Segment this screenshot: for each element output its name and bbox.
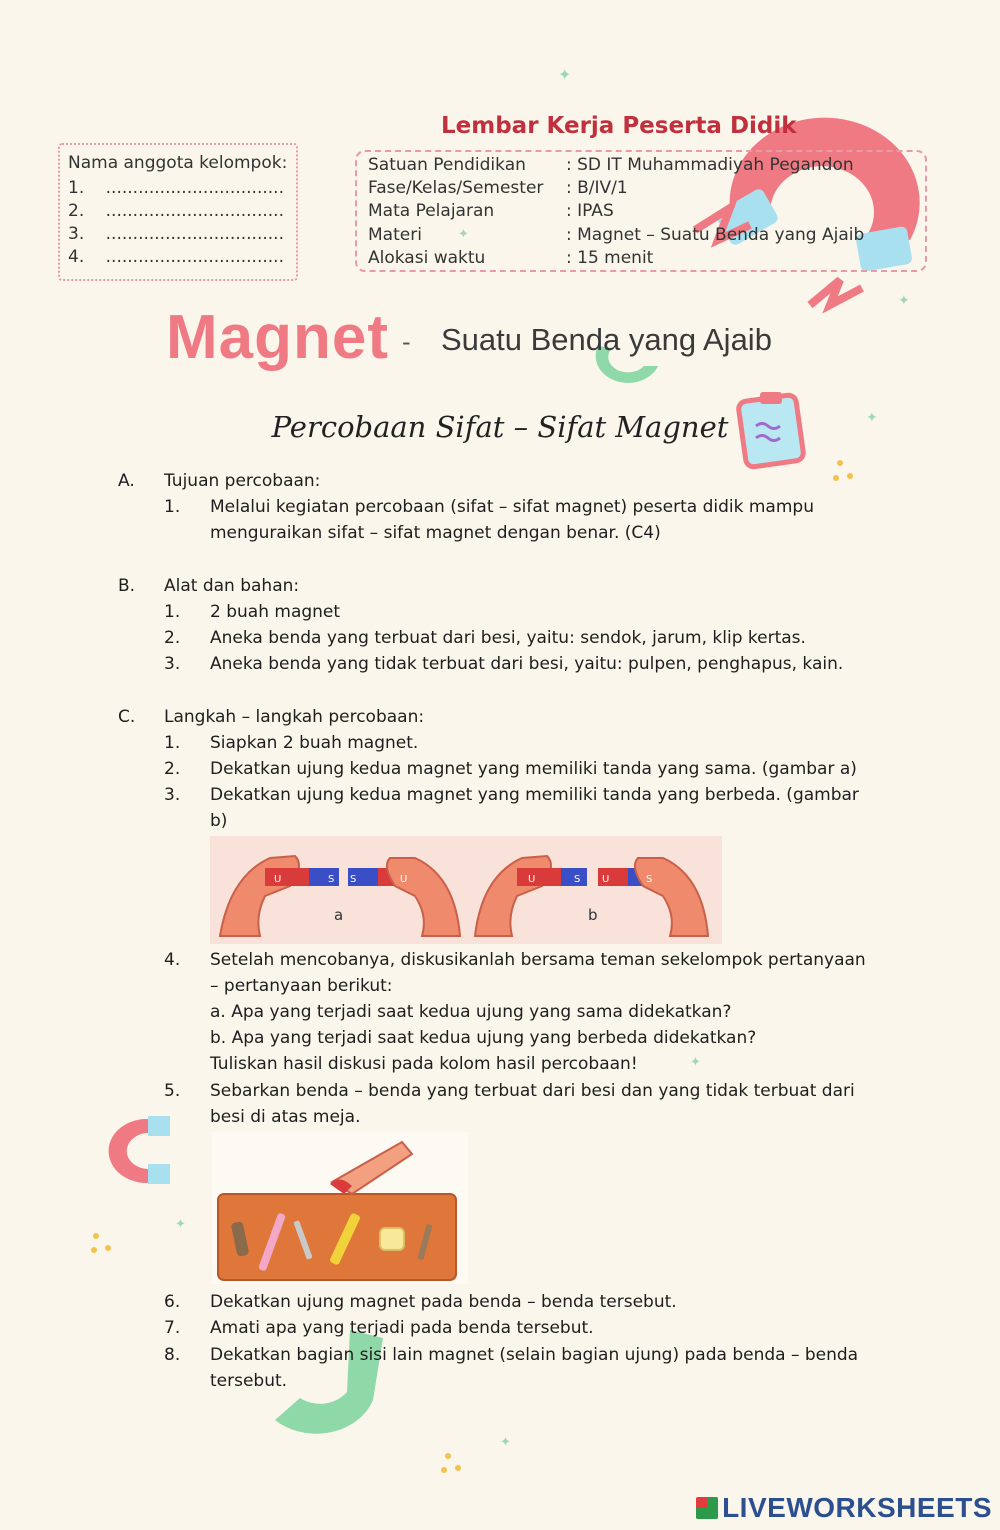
- figure-label-b: b: [588, 906, 598, 924]
- b-item-2-text: Aneka benda yang terbuat dari besi, yaitu: sendok, jarum, klip kertas.: [210, 628, 806, 648]
- svg-text:✦: ✦: [866, 410, 878, 426]
- section-a-heading: Tujuan percobaan:: [164, 471, 321, 491]
- c-item-7-num: 7.: [164, 1318, 181, 1338]
- a-item-1-line-1: Melalui kegiatan percobaan (sifat – sifat magnet) peserta didik mampu: [210, 497, 814, 517]
- section-title: Percobaan Sifat – Sifat Magnet: [271, 410, 729, 444]
- info-label-alokasi: Alokasi waktu: [368, 248, 486, 268]
- pole-label-u-3: U: [528, 874, 536, 885]
- b-item-1-text: 2 buah magnet: [210, 602, 341, 622]
- svg-text:✦: ✦: [690, 1055, 701, 1070]
- c-item-1-num: 1.: [164, 733, 181, 753]
- c-item-4-question-b: b. Apa yang terjadi saat kedua ujung yang berbeda didekatkan?: [210, 1028, 757, 1048]
- liveworksheets-logo[interactable]: [696, 1492, 992, 1524]
- pole-label-u-2: U: [400, 874, 408, 885]
- b-item-1-num: 1.: [164, 602, 181, 622]
- svg-text:✦: ✦: [558, 65, 572, 84]
- c-item-5-num: 5.: [164, 1081, 181, 1101]
- info-value-satuan: : SD IT Muhammadiyah Pegandon: [566, 155, 854, 175]
- c-item-2-text: Dekatkan ujung kedua magnet yang memiliki tanda yang sama. (gambar a): [210, 759, 857, 779]
- pole-label-u-4: U: [602, 874, 610, 885]
- figure-label-a: a: [334, 906, 344, 924]
- pole-label-u-1: U: [274, 874, 282, 885]
- a-item-1-num: 1.: [164, 497, 181, 517]
- svg-text:✦: ✦: [175, 1217, 186, 1232]
- info-label-materi: Materi: [368, 225, 422, 245]
- svg-text:✦: ✦: [458, 227, 469, 242]
- b-item-2-num: 2.: [164, 628, 181, 648]
- c-item-7-text: Amati apa yang terjadi pada benda tersebut.: [210, 1318, 594, 1338]
- c-item-4-question-a: a. Apa yang terjadi saat kedua ujung yang sama didekatkan?: [210, 1002, 732, 1022]
- section-c-heading: Langkah – langkah percobaan:: [164, 707, 425, 727]
- c-item-1-text: Siapkan 2 buah magnet.: [210, 733, 419, 753]
- c-item-5-line-1: Sebarkan benda – benda yang terbuat dari besi dan yang tidak terbuat dari: [210, 1081, 855, 1101]
- c-item-8-line-1: Dekatkan bagian sisi lain magnet (selain bagian ujung) pada benda – benda: [210, 1345, 859, 1365]
- page-title: Magnet: [166, 303, 389, 372]
- svg-text:✦: ✦: [500, 1435, 511, 1450]
- section-b-heading: Alat dan bahan:: [164, 576, 300, 596]
- b-item-3-num: 3.: [164, 654, 181, 674]
- c-item-8-line-2: tersebut.: [210, 1371, 288, 1391]
- liveworksheets-icon: [696, 1497, 718, 1519]
- page-subtitle: Suatu Benda yang Ajaib: [441, 322, 772, 357]
- worksheet-title: Lembar Kerja Peserta Didik: [441, 113, 797, 139]
- info-label-mapel: Mata Pelajaran: [368, 201, 495, 221]
- svg-text:✦: ✦: [898, 293, 910, 309]
- a-item-1-line-2: menguraikan sifat – sifat magnet dengan benar. (C4): [210, 523, 661, 543]
- b-item-3-text: Aneka benda yang tidak terbuat dari besi, yaitu: pulpen, penghapus, kain.: [210, 654, 844, 674]
- info-value-mapel: : IPAS: [566, 201, 614, 221]
- section-c-label: C.: [118, 707, 136, 727]
- c-item-4-instruction: Tuliskan hasil diskusi pada kolom hasil percobaan!: [210, 1054, 638, 1074]
- members-label: Nama anggota kelompok:: [68, 153, 288, 173]
- pole-label-s-2: S: [350, 874, 357, 885]
- info-value-materi: : Magnet – Suatu Benda yang Ajaib: [566, 225, 865, 245]
- title-dash: -: [402, 328, 411, 356]
- c-item-6-text: Dekatkan ujung magnet pada benda – benda tersebut.: [210, 1292, 677, 1312]
- c-item-4-line-1: Setelah mencobanya, diskusikanlah bersama teman sekelompok pertanyaan: [210, 950, 866, 970]
- c-item-2-num: 2.: [164, 759, 181, 779]
- member-row-4[interactable]: 4. .................................: [68, 247, 284, 267]
- c-item-8-num: 8.: [164, 1345, 181, 1365]
- info-label-satuan: Satuan Pendidikan: [368, 155, 526, 175]
- member-row-1[interactable]: 1. .................................: [68, 178, 284, 198]
- c-item-4-num: 4.: [164, 950, 181, 970]
- pole-label-s-4: S: [646, 874, 653, 885]
- c-item-6-num: 6.: [164, 1292, 181, 1312]
- pole-label-s-1: S: [328, 874, 335, 885]
- c-item-3-line-1: Dekatkan ujung kedua magnet yang memiliki tanda yang berbeda. (gambar: [210, 785, 859, 805]
- info-value-alokasi: : 15 menit: [566, 248, 654, 268]
- pole-label-s-3: S: [574, 874, 581, 885]
- info-label-fase: Fase/Kelas/Semester: [368, 178, 544, 198]
- section-b-label: B.: [118, 576, 136, 596]
- section-a-label: A.: [118, 471, 135, 491]
- member-row-2[interactable]: 2. .................................: [68, 201, 284, 221]
- c-item-3-line-2: b): [210, 811, 228, 831]
- c-item-4-line-2: – pertanyaan berikut:: [210, 976, 393, 996]
- brand-text: LIVEWORKSHEETS: [722, 1492, 992, 1523]
- c-item-3-num: 3.: [164, 785, 181, 805]
- info-value-fase: : B/IV/1: [566, 178, 628, 198]
- c-item-5-line-2: besi di atas meja.: [210, 1107, 361, 1127]
- member-row-3[interactable]: 3. .................................: [68, 224, 284, 244]
